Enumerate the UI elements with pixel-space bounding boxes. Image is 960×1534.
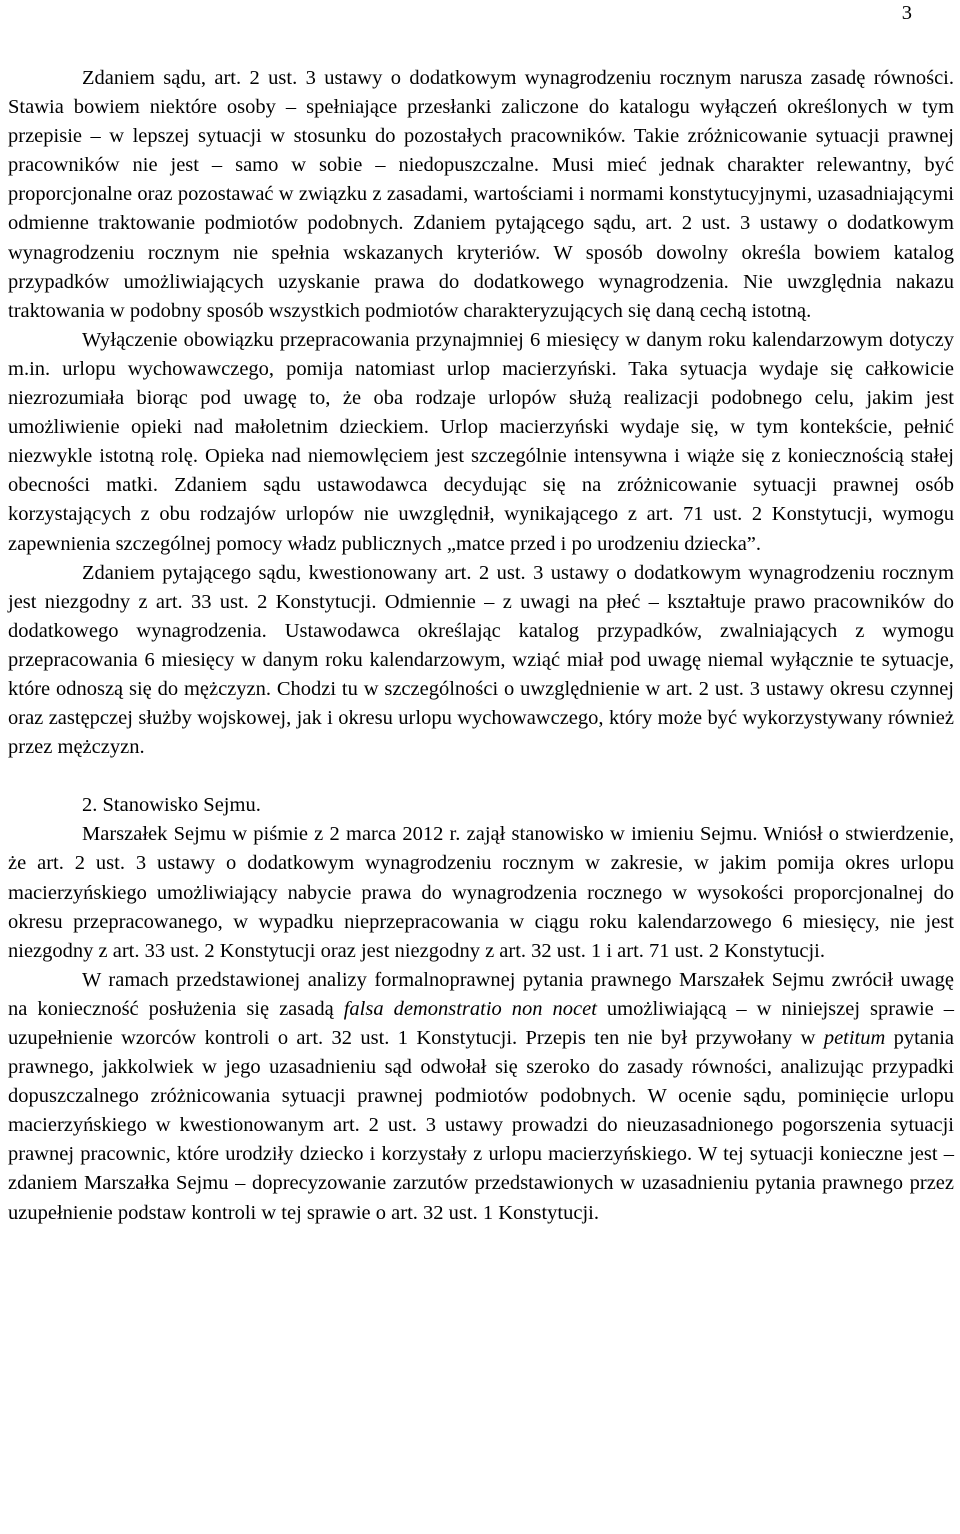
heading-text: 2. Stanowisko Sejmu. [82,794,261,817]
section-heading-sejm-position [8,791,954,820]
text-span: Zdaniem pytającego sądu, kwestionowany art. 2 ust. 3 ustawy o dodatkowym wynagrodzeniu rocznym jest niezgodny z art. 33 ust. 2 Konstytucji. Odmiennie – z uwagi na płeć – kształtuje prawo pracowników do dodatkowego wynagrodzenia. Ustawodawca określając katalog przypadków, zwalniających z wymogu przepracowania 6 miesięcy w danym roku kalendarzowym, wziąć miał pod uwagę niemal wyłącznie te sytuacje, które odnoszą się do mężczyzn. Chodzi tu w szczególności o uwzględnienie w art. 2 ust. 3 ustawy okresu czynnej oraz zastępczej służby wojskowej, jak i okresu urlopu wychowawczego, który może być wykorzystywany również przez mężczyzn. [8,561,954,759]
text-span: W ramach przedstawionej analizy formalnoprawnej pytania prawnego Marszałek Sejmu zwrócił uwagę na konieczność posłużenia się zasadą [8,968,954,1020]
document-body [8,64,954,1228]
paragraph-court-view-equality [8,64,954,326]
text-span: Zdaniem sądu, art. 2 ust. 3 ustawy o dodatkowym wynagrodzeniu rocznym narusza zasadę równości. Stawia bowiem niektóre osoby – spełniające przesłanki zaliczone do katalogu wyłączeń określonych w tym przepisie – w lepszej sytuacji w stosunku do pozostałych pracowników. Takie zróżnicowanie sytuacji prawnej pracowników nie jest – samo w sobie – niedopuszczalne. Musi mieć jednak charakter relewantny, być proporcjonalne oraz pozostawać w związku z zasadami, wartościami i normami konstytucyjnymi, uzasadniającymi odmienne traktowanie podmiotów podobnych. Zdaniem pytającego sądu, art. 2 ust. 3 ustawy o dodatkowym wynagrodzeniu rocznym nie spełnia wskazanych kryteriów. W sposób dowolny określa bowiem katalog przypadków umożliwiających uzyskanie prawa do dodatkowego wynagrodzenia. Nie uwzględnia nakazu traktowania w podobny sposób wszystkich podmiotów charakteryzujących się daną cechą istotną. [8,67,954,322]
paragraph-gender-discrimination [8,559,954,763]
paragraph-formal-analysis [8,966,954,1228]
latin-phrase: falsa demonstratio non nocet [343,997,597,1020]
text-span: Wyłączenie obowiązku przepracowania przynajmniej 6 miesięcy w danym roku kalendarzowym dotyczy m.in. urlopu wychowawczego, pomija natomiast urlop macierzyński. Taka sytuacja wydaje się całkowicie niezrozumiała biorąc pod uwagę to, że oba rodzaje urlopów służą realizacji podobnego celu, jakim jest umożliwienie opieki nad małoletnim dzieckiem. Urlop macierzyński wydaje się, w tym kontekście, pełnić niezwykle istotną rolę. Opieka nad niemowlęciem jest szczególnie intensywna i wiąże się z koniecznością stałej obecności matki. Zdaniem sądu ustawodawca decydując się na zróżnicowanie sytuacji prawnej osób korzystających z obu rodzajów urlopów nie uwzględnił, wynikającego z art. 71 ust. 2 Konstytucji, wymogu zapewnienia szczególnej pomocy władz publicznych „matce przed i po urodzeniu dziecka”. [8,328,954,555]
text-span: umożliwiającą – w niniejszej sprawie – uzupełnienie wzorców kontroli o art. 32 ust. 1 Konstytucji. Przepis ten nie był przywołany w [8,997,955,1049]
paragraph-marshal-position [8,820,954,965]
paragraph-maternity-leave [8,326,954,559]
text-span: pytania prawnego, jakkolwiek w jego uzasadnieniu sąd odwołał się szeroko do zasady równości, analizując przypadki dopuszczalnego zróżnicowania sytuacji prawnej podmiotów podobnych. W ocenie sądu, pominięcie urlopu macierzyńskiego w kwestionowanym art. 2 ust. 3 ustawy prowadzi do nieuzasadnionego pogorszenia sytuacji prawnej pracownic, które urodziły dziecko i korzystały z urlopu macierzyńskiego. W tej sytuacji konieczne jest – zdaniem Marszałka Sejmu – doprecyzowanie zarzutów przedstawionych w uzasadnieniu pytania prawnego przez uzupełnienie podstaw kontroli w tej sprawie o art. 32 ust. 1 Konstytucji. [8,1027,954,1224]
text-span: Marszałek Sejmu w piśmie z 2 marca 2012 r. zajął stanowisko w imieniu Sejmu. Wniósł o stwierdzenie, że art. 2 ust. 3 ustawy o dodatkowym wynagrodzeniu rocznym w zakresie, w jakim pomija okres urlopu macierzyńskiego umożliwiający nabycie prawa do wynagrodzenia rocznego w wysokości proporcjonalnej do okresu przepracowanego, w wypadku nieprzepracowania w ciągu roku kalendarzowego 6 miesięcy, nie jest niezgodny z art. 33 ust. 2 Konstytucji oraz jest niezgodny z art. 32 ust. 1 i art. 71 ust. 2 Konstytucji. [8,823,954,962]
page-number: 3 [901,2,912,24]
latin-term: petitum [823,1027,886,1049]
